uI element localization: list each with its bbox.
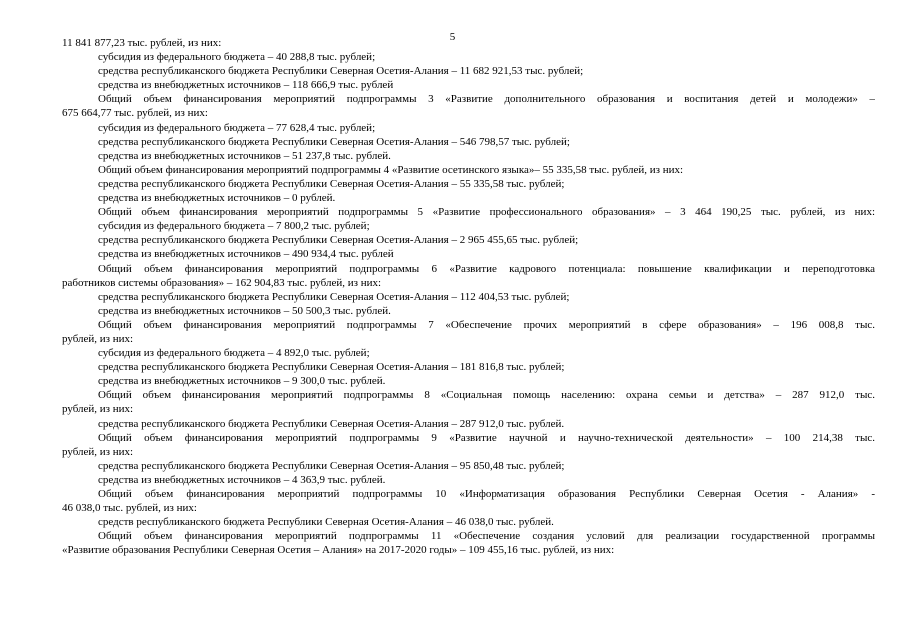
- text-line: средства из внебюджетных источников – 490 934,4 тыс. рублей: [98, 248, 394, 261]
- text-line: средства из внебюджетных источников – 0 рублей.: [98, 192, 336, 205]
- text-line: средства из внебюджетных источников – 118 666,9 тыс. рублей: [98, 79, 394, 92]
- text-line: Общий объем финансирования мероприятий подпрограммы 10 «Информатизация образования Республики Северная Осетия - Алания» -: [98, 488, 875, 500]
- text-line: средства республиканского бюджета Республики Северная Осетия-Алания – 95 850,48 тыс. рублей;: [98, 459, 565, 472]
- text-line: средств республиканского бюджета Республики Северная Осетия-Алания – 46 038,0 тыс. рублей.: [98, 516, 554, 529]
- text-line: рублей, из них:: [62, 332, 134, 345]
- text-line: средства из внебюджетных источников – 51 237,8 тыс. рублей.: [98, 149, 391, 162]
- page-number: 5: [449, 31, 456, 43]
- text-line: средства из внебюджетных источников – 4 363,9 тыс. рублей.: [98, 473, 386, 486]
- text-line: 46 038,0 тыс. рублей, из них:: [62, 502, 197, 515]
- document-body: [62, 36, 875, 557]
- text-line: средства из внебюджетных источников – 50 500,3 тыс. рублей.: [98, 304, 391, 317]
- text-line: субсидия из федерального бюджета – 4 892,0 тыс. рублей;: [98, 347, 370, 360]
- text-line: средства республиканского бюджета Республики Северная Осетия-Алания – 11 682 921,53 тыс. рублей;: [98, 65, 584, 78]
- text-line: средства республиканского бюджета Республики Северная Осетия-Алания – 546 798,57 тыс. рублей;: [98, 135, 570, 148]
- text-line: средства из внебюджетных источников – 9 300,0 тыс. рублей.: [98, 375, 386, 388]
- text-line: Общий объем финансирования мероприятий подпрограммы 3 «Развитие дополнительного образования и воспитания детей и молодежи» –: [98, 93, 875, 106]
- text-line: субсидия из федерального бюджета – 77 628,4 тыс. рублей;: [98, 121, 376, 134]
- text-line: средства республиканского бюджета Республики Северная Осетия-Алания – 55 335,58 тыс. рублей;: [98, 177, 565, 190]
- text-line: Общий объем финансирования мероприятий подпрограммы 11 «Обеспечение создания условий для реализации государственной программы: [98, 530, 875, 543]
- text-line: средства республиканского бюджета Республики Северная Осетия-Алания – 2 965 455,65 тыс. рублей;: [98, 234, 579, 247]
- text-line: средства республиканского бюджета Республики Северная Осетия-Алания – 287 912,0 тыс. рублей.: [98, 417, 565, 430]
- text-line: «Развитие образования Республики Северная Осетия – Алания» на 2017-2020 годы» – 109 455,16 тыс. рублей, из них:: [62, 544, 615, 557]
- text-line: субсидия из федерального бюджета – 7 800,2 тыс. рублей;: [98, 220, 370, 233]
- text-line: 675 664,77 тыс. рублей, из них:: [62, 107, 208, 120]
- text-line: рублей, из них:: [62, 445, 134, 458]
- text-line: субсидия из федерального бюджета – 40 288,8 тыс. рублей;: [98, 51, 376, 64]
- text-line: 11 841 877,23 тыс. рублей, из них:: [62, 37, 222, 49]
- text-line: работников системы образования» – 162 904,83 тыс. рублей, из них:: [62, 276, 382, 289]
- text-line: Общий объем финансирования мероприятий подпрограммы 9 «Развитие научной и научно-технической деятельности» – 100 214,38 тыс.: [98, 431, 875, 444]
- text-line: Общий объем финансирования мероприятий подпрограммы 6 «Развитие кадрового потенциала: повышение квалификации и переподготовка: [98, 262, 875, 275]
- text-line: Общий объем финансирования мероприятий подпрограммы 8 «Социальная помощь населению: охрана семьи и детства» – 287 912,0 тыс.: [98, 389, 875, 402]
- text-line: средства республиканского бюджета Республики Северная Осетия-Алания – 181 816,8 тыс. рублей;: [98, 361, 565, 374]
- text-line: Общий объем финансирования мероприятий подпрограммы 5 «Развитие профессионального образования» – 3 464 190,25 тыс. рублей, из них:: [98, 206, 875, 219]
- text-line: Общий объем финансирования мероприятий подпрограммы 7 «Обеспечение прочих мероприятий в сфере образования» – 196 008,8 тыс.: [98, 318, 875, 331]
- text-line: средства республиканского бюджета Республики Северная Осетия-Алания – 112 404,53 тыс. рублей;: [98, 290, 570, 303]
- text-line: Общий объем финансирования мероприятий подпрограммы 4 «Развитие осетинского языка»– 55 335,58 тыс. рублей, из них:: [98, 163, 684, 176]
- text-line: рублей, из них:: [62, 403, 134, 416]
